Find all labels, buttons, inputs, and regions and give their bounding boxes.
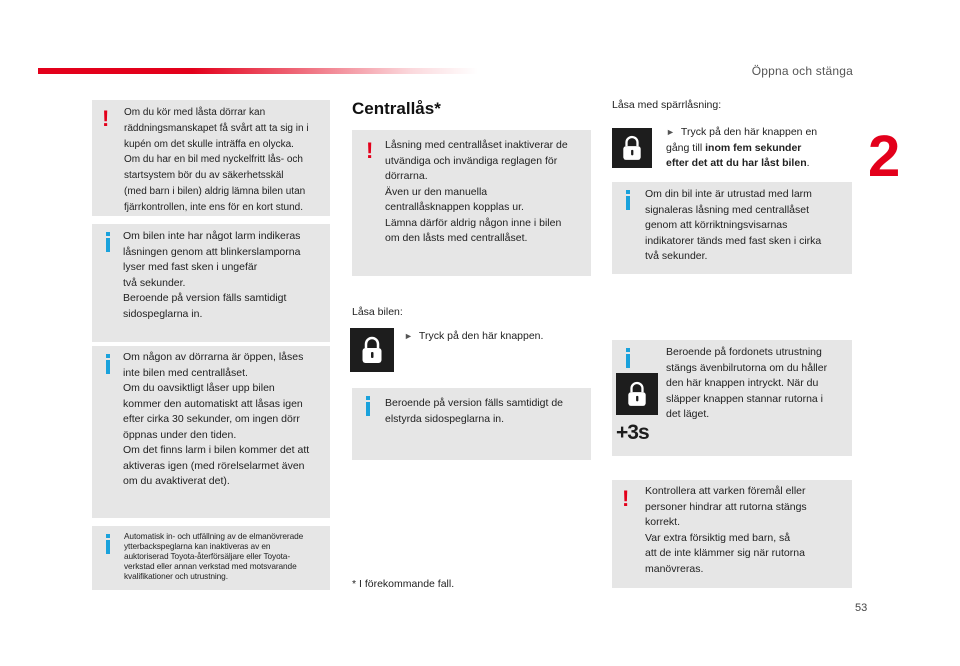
warning-text-middle: Låsning med centrallåset inaktiverar de utvändiga och invändiga reglagen för dörrarna. Även ur den manuella centrallåsknappen kopplas ur. Lämna därför aldrig någon inne i bilen om den låsts med centrallåset. <box>385 139 568 244</box>
header-red-bar <box>38 68 478 74</box>
info-icon <box>106 360 110 374</box>
lock-button-image <box>616 373 658 415</box>
info-box-right-2 <box>612 340 852 456</box>
info-icon <box>106 238 110 252</box>
lock-step-text: Tryck på den här knappen. <box>418 330 544 342</box>
deadlock-step <box>666 125 846 172</box>
arrow-icon: ► <box>666 127 675 137</box>
lock-button-image <box>612 128 652 168</box>
lock-icon <box>360 335 384 365</box>
warning-icon: ! <box>622 486 630 511</box>
info-text-middle: Beroende på version fälls samtidigt de elstyrda sidospeglarna in. <box>385 397 564 425</box>
info-text-left-3: Automatisk in- och utfällning av de elmanövrerade ytterbackspeglarna kan inaktiveras av en auktoriserad Toyota-återförsäljare eller Toyota- verkstad eller annan verkstad med motsvarande kvalifikationer och utrustning. <box>124 531 304 581</box>
lock-label: Låsa bilen: <box>352 306 403 318</box>
lock-icon <box>621 134 643 162</box>
deadlock-step-text: Tryck på den här knappen en gång till <box>666 126 818 154</box>
footnote: * I förekommande fall. <box>352 578 455 590</box>
info-icon <box>106 540 110 554</box>
lock-step <box>404 329 543 345</box>
info-text-left-1: Om bilen inte har något larm indikeras låsningen genom att blinkerslamporna lyser med fast sken i ungefär två sekunder. Beroende på version fälls samtidigt sidospeglarna in. <box>123 230 301 320</box>
plus-3s-badge <box>616 422 649 444</box>
chapter-title: Öppna och stänga <box>751 64 853 78</box>
warning-box-left <box>92 100 330 216</box>
info-text-right-1: Om din bil inte är utrustad med larm signaleras låsning med centrallåset genom att körriktningsvisarnas indikatorer tänds med fast sken i cirka två sekunder. <box>645 188 822 262</box>
warning-text-right: Kontrollera att varken föremål eller personer hindrar att rutorna stängs korrekt. Var extra försiktig med barn, så att de inte klämmer sig när rutorna manövreras. <box>645 485 807 575</box>
warning-text-left: Om du kör med låsta dörrar kan räddningsmanskapet få svårt att ta sig in i kupén om det skulle inträffa en olycka. Om du har en bil med nyckelfritt lås- och startsystem bör du av säkerhetsskäl (med barn i bilen) aldrig lämna bilen utan fjärrkontrollen, inte ens för en kort stund. <box>124 107 309 213</box>
info-icon <box>626 354 630 368</box>
warning-icon: ! <box>366 138 374 163</box>
warning-box-middle <box>352 130 591 276</box>
warning-icon: ! <box>102 106 110 131</box>
info-box-left-1 <box>92 224 330 342</box>
info-text-left-2: Om någon av dörrarna är öppen, låses inte bilen med centrallåset. Om du oavsiktligt låser upp bilen kommer den automatiskt att låsas igen efter cirka 30 sekunder, om ingen dörr öppnas under den tiden. Om det finns larm i bilen kommer det att aktiveras igen (med rörelselarmet även om du avaktiverat det). <box>123 351 310 487</box>
section-title: Centrallås* <box>352 99 441 118</box>
warning-box-right <box>612 480 852 588</box>
lock-icon <box>626 380 648 408</box>
info-box-right-1 <box>612 182 852 274</box>
info-icon <box>366 402 370 416</box>
lock-button-image <box>350 328 394 372</box>
deadlock-label: Låsa med spärrlåsning: <box>612 99 722 111</box>
deadlock-step-end: . <box>806 157 810 169</box>
info-box-middle <box>352 388 591 460</box>
arrow-icon: ► <box>404 331 413 341</box>
info-icon <box>626 196 630 210</box>
plus-3s-text: +3s <box>616 421 649 444</box>
chapter-number: 2 <box>868 124 901 189</box>
info-box-left-3 <box>92 526 330 590</box>
deadlock-step-bold: inom fem sekunder efter det att du har låst bilen <box>666 141 807 169</box>
info-box-left-2 <box>92 346 330 518</box>
info-text-right-2: Beroende på fordonets utrustning stängs ävenbilrutorna om du håller den här knappen intryckt. När du släpper knappen stannar rutorna i det läget. <box>666 346 828 420</box>
page-number: 53 <box>855 602 868 614</box>
